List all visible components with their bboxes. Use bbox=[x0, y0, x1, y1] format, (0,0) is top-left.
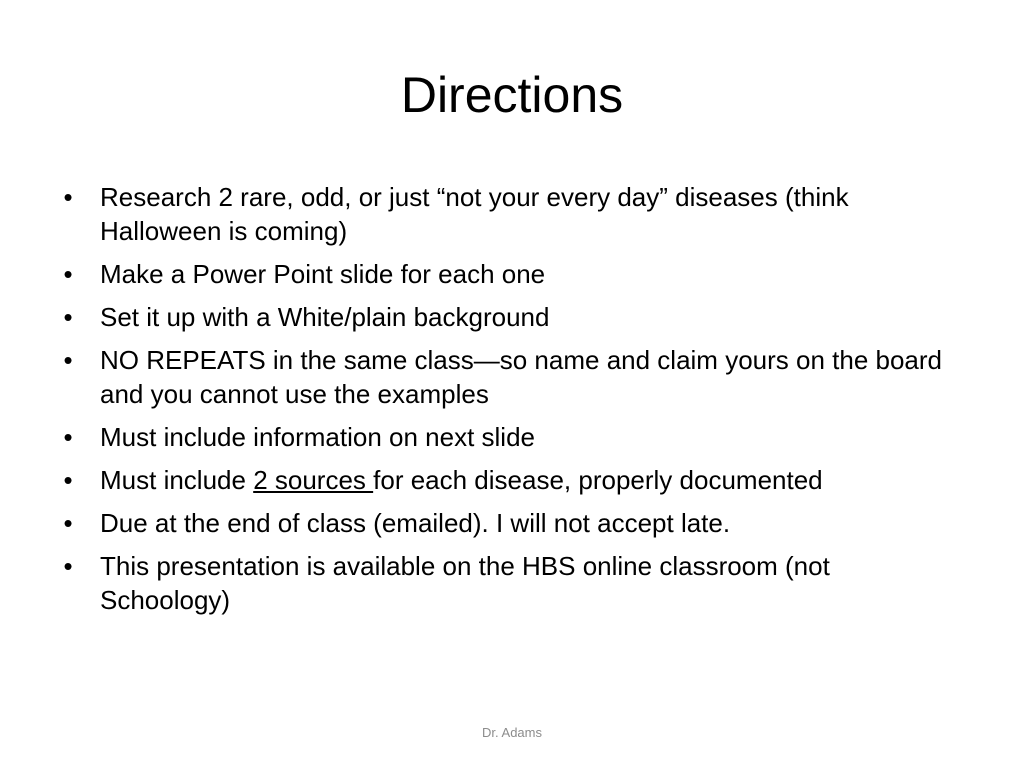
bullet-icon: • bbox=[63, 259, 73, 289]
footer-author: Dr. Adams bbox=[482, 725, 542, 740]
bullet-text: Must include information on next slide bbox=[100, 422, 536, 452]
list-item bbox=[58, 257, 958, 291]
underlined-text: 2 sources bbox=[253, 465, 374, 495]
slide-title: Directions bbox=[400, 67, 624, 123]
bullet-text: This presentation is available on the HBS online classroom (not Schoology) bbox=[100, 551, 830, 615]
bullet-icon: • bbox=[63, 302, 73, 332]
list-item bbox=[58, 180, 958, 248]
list-item bbox=[58, 300, 958, 334]
bullet-text-before: Must include bbox=[100, 465, 254, 495]
bullet-text: Set it up with a White/plain background bbox=[100, 302, 550, 332]
bullet-text: NO REPEATS in the same class—so name and claim yours on the board and you cannot use the examples bbox=[100, 345, 943, 409]
list-item bbox=[58, 506, 958, 540]
bullet-icon: • bbox=[63, 345, 73, 375]
list-item bbox=[58, 343, 958, 411]
bullet-icon: • bbox=[63, 465, 73, 495]
list-item bbox=[58, 420, 958, 454]
bullet-list bbox=[58, 180, 958, 626]
bullet-text: Research 2 rare, odd, or just “not your every day” diseases (think Halloween is coming) bbox=[100, 182, 849, 246]
bullet-text: Make a Power Point slide for each one bbox=[100, 259, 546, 289]
bullet-text: Due at the end of class (emailed). I will not accept late. bbox=[100, 508, 731, 538]
bullet-text-after: for each disease, properly documented bbox=[373, 465, 823, 495]
bullet-icon: • bbox=[63, 551, 73, 581]
bullet-icon: • bbox=[63, 422, 73, 452]
bullet-icon: • bbox=[63, 508, 73, 538]
list-item bbox=[58, 549, 958, 617]
list-item bbox=[58, 463, 958, 497]
bullet-icon: • bbox=[63, 182, 73, 212]
bullet-text bbox=[100, 465, 823, 495]
